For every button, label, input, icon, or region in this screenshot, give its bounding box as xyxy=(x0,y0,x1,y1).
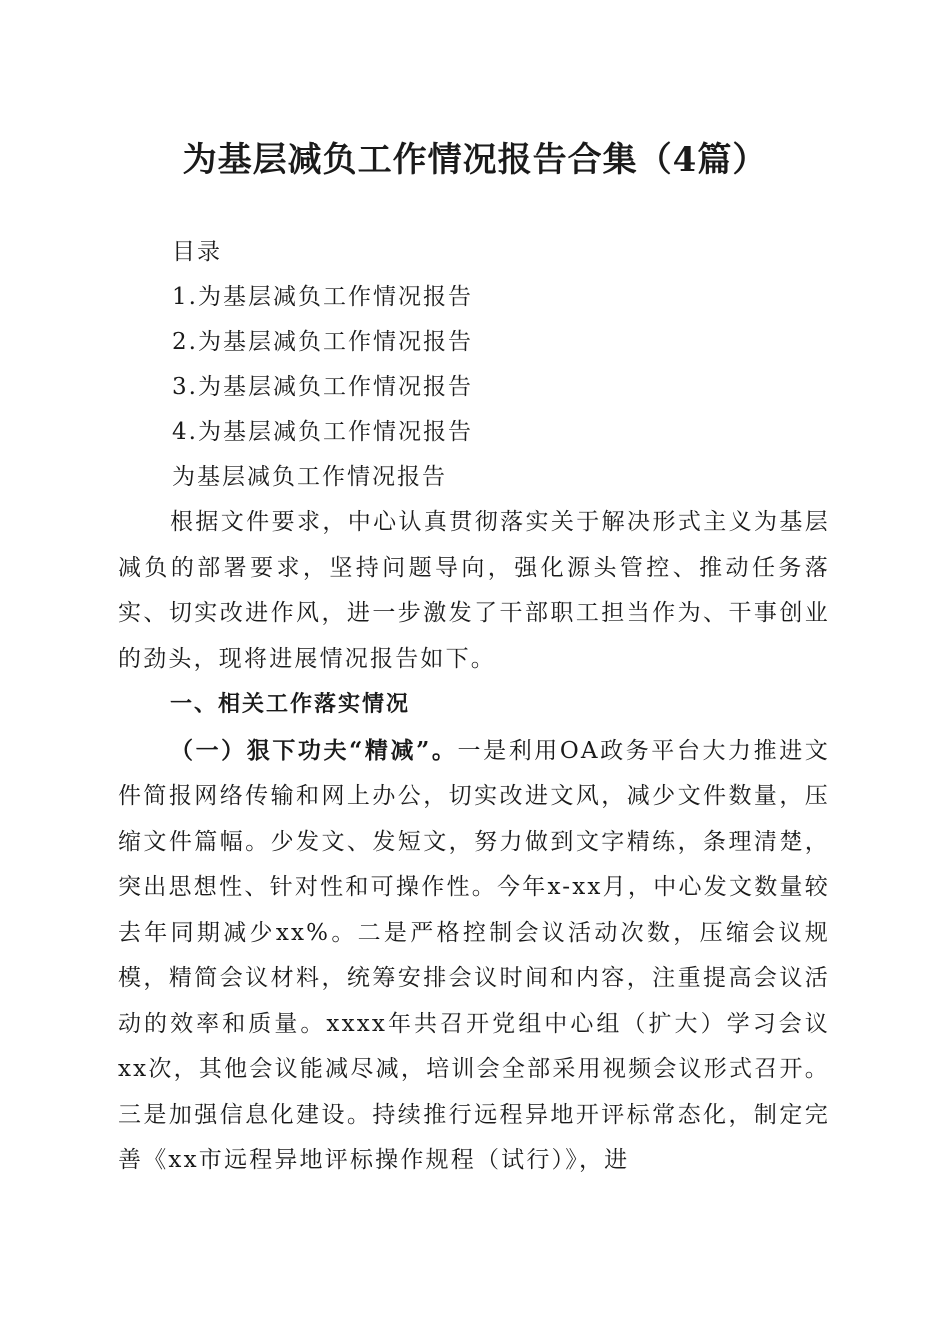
section-heading: 一、相关工作落实情况 xyxy=(170,692,411,717)
document-title: 为基层减负工作情况报告合集（4篇） xyxy=(182,140,768,180)
paragraph-text: 一是利用OA政务平台大力推进文件简报网络传输和网上办公，切实改进文风，减少文件数量，压缩文件篇幅。少发文、发短文，努力做到文字精练，条理清楚，突出思想性、针对性和可操作性。今年x-xx月，中心发文数量较去年同期减少xx%。二是严格控制会议活动次数，压缩会议规模，精简会议材料，统筹安排会议时间和内容，注重提高会议活动的效率和质量。xxxx年共召开党组中心组（扩大）学习会议xx次，其他会议能减尽减，培训会全部采用视频会议形式召开。三是加强信息化建设。持续推行远程异地开评标常态化，制定完善《xx市远程异地评标操作规程（试行）》，进 xyxy=(118,737,831,1173)
toc-item: 1.为基层减负工作情况报告 xyxy=(172,284,473,310)
toc-heading: 目录 xyxy=(172,239,222,265)
toc-item: 4.为基层减负工作情况报告 xyxy=(172,419,473,445)
section-title: 为基层减负工作情况报告 xyxy=(172,464,447,490)
section-paragraph xyxy=(118,728,830,1184)
toc-item: 3.为基层减负工作情况报告 xyxy=(172,374,473,400)
document-body xyxy=(118,500,830,1184)
intro-paragraph: 根据文件要求，中心认真贯彻落实关于解决形式主义为基层减负的部署要求，坚持问题导向，强化源头管控、推动任务落实、切实改进作风，进一步激发了干部职工担当作为、干事创业的劲头，现将进展情况报告如下。 xyxy=(118,509,830,672)
toc-item: 2.为基层减负工作情况报告 xyxy=(172,329,473,355)
table-of-contents xyxy=(172,230,473,500)
paragraph-lead: （一）狠下功夫“精减”。 xyxy=(170,736,458,764)
